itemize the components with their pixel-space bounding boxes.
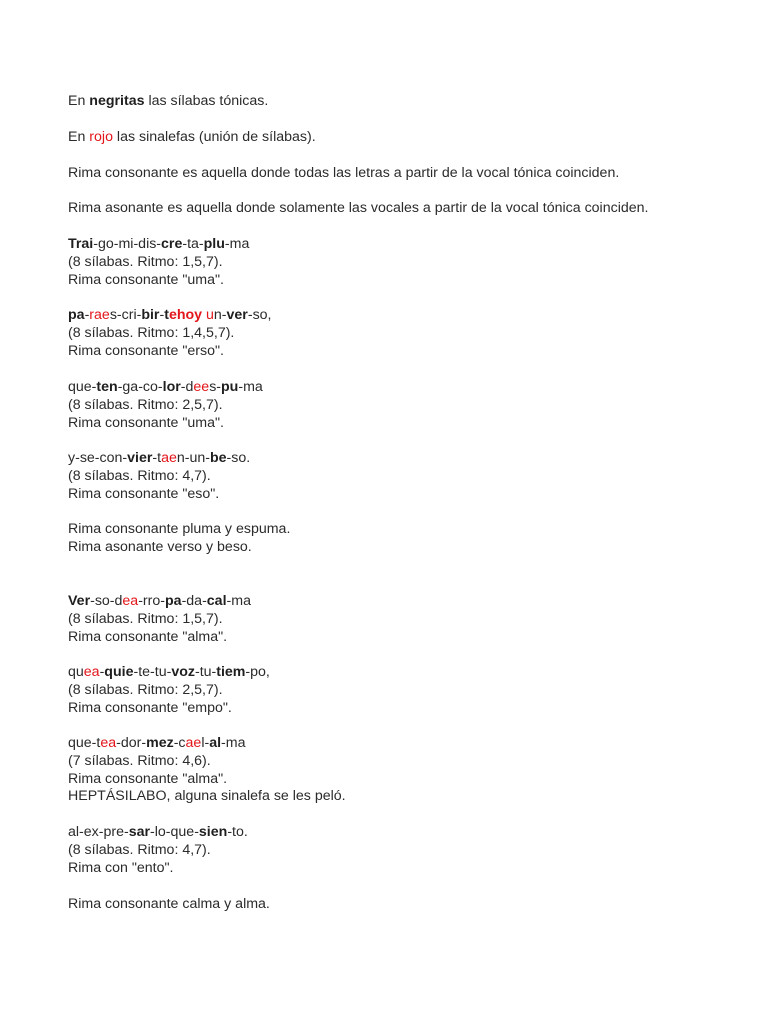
text-line <box>68 468 250 486</box>
text-segment: (8 sílabas. Ritmo: 2,5,7). <box>68 681 223 698</box>
text-line <box>68 842 248 860</box>
text-line <box>68 664 270 682</box>
text-segment: -d <box>180 379 194 395</box>
text-segment: -ma <box>221 735 246 751</box>
sinalefa-text: ea <box>122 593 139 609</box>
text-segment: -so-d <box>90 593 123 609</box>
assonant-rhyme-definition <box>68 200 648 218</box>
legend-bold-paragraph <box>68 93 268 111</box>
text-segment: (8 sílabas. Ritmo: 1,5,7). <box>68 253 223 270</box>
text-line <box>68 824 248 842</box>
text-segment: -so. <box>226 450 251 466</box>
verse-7-block <box>68 735 346 806</box>
text-segment: Rima consonante "uma". <box>68 271 224 288</box>
text-segment: Rima consonante "erso". <box>68 342 224 359</box>
text-segment: -te-tu- <box>133 664 172 680</box>
text-segment: s-cri- <box>109 307 142 323</box>
verse-5-block <box>68 593 251 646</box>
text-segment: Rima consonante "empo". <box>68 699 232 716</box>
stressed-syllable-text: vier <box>127 450 153 466</box>
stressed-syllable-text: negritas <box>89 93 145 109</box>
text-line <box>68 735 346 753</box>
text-segment: (8 sílabas. Ritmo: 4,7). <box>68 467 211 484</box>
stressed-syllable-text: mez <box>146 735 174 751</box>
stressed-syllable-text: pa <box>68 307 85 323</box>
text-line <box>68 379 263 397</box>
text-line <box>68 415 263 433</box>
stressed-syllable-text: pu <box>221 379 239 395</box>
text-segment: -c <box>173 735 186 751</box>
text-segment: -ma <box>224 236 250 252</box>
stressed-syllable-text: sar <box>128 824 151 840</box>
text-segment: Rima consonante "uma". <box>68 414 224 431</box>
text-line <box>68 272 249 290</box>
text-line <box>68 450 250 468</box>
text-segment: Rima consonante calma y alma. <box>68 896 270 912</box>
sinalefa-text: u <box>206 307 214 323</box>
text-segment: - <box>159 307 165 323</box>
text-segment: HEPTÁSILABO, alguna sinalefa se les peló. <box>68 788 346 805</box>
text-segment: que- <box>68 379 97 395</box>
text-segment: En <box>68 129 90 145</box>
verse-6-block <box>68 664 270 717</box>
text-line <box>68 93 268 111</box>
text-segment: Rima consonante es aquella donde todas las letras a partir de la vocal tónica coinciden. <box>68 165 620 181</box>
summary-2-block <box>68 896 270 914</box>
verse-1-block <box>68 236 249 289</box>
text-segment: - <box>84 307 90 323</box>
text-segment: -ta- <box>182 236 204 252</box>
sinalefa-text: ea <box>83 664 100 680</box>
text-line <box>68 129 316 147</box>
text-line <box>68 611 251 629</box>
text-line <box>68 593 251 611</box>
text-line <box>68 165 619 183</box>
text-segment: Rima asonante verso y beso. <box>68 538 252 555</box>
stressed-syllable-text: cre <box>161 236 183 252</box>
stressed-syllable-text: lor <box>162 379 181 395</box>
stressed-syllable-text: ver <box>226 307 248 323</box>
text-segment: -ma <box>226 593 251 609</box>
text-segment: Rima con "ento". <box>68 859 174 876</box>
text-segment: Rima consonante "eso". <box>68 485 220 502</box>
sinalefa-text: rojo <box>89 129 113 145</box>
sinalefa-text: ae <box>185 735 202 751</box>
text-segment: -ma <box>238 379 263 395</box>
stressed-syllable-text: quie <box>104 664 134 680</box>
text-segment: las sílabas tónicas. <box>144 93 269 109</box>
text-segment: -da- <box>181 593 207 609</box>
text-segment: -rro- <box>138 593 165 609</box>
stressed-syllable-text: tiem <box>216 664 246 680</box>
stressed-syllable-text: cal <box>206 593 227 609</box>
text-segment: las sinalefas (unión de sílabas). <box>112 129 316 145</box>
text-segment: qu <box>68 664 84 680</box>
consonant-rhyme-definition <box>68 165 619 183</box>
text-segment: que-t <box>68 735 101 751</box>
text-line <box>68 860 248 878</box>
text-line <box>68 753 346 771</box>
stressed-syllable-text: pa <box>165 593 182 609</box>
verse-8-block <box>68 824 248 877</box>
text-segment: -to. <box>227 824 248 840</box>
text-line <box>68 700 270 718</box>
text-segment: (8 sílabas. Ritmo: 2,5,7). <box>68 396 223 413</box>
text-segment: -po, <box>245 664 270 680</box>
text-segment: -go-mi-dis- <box>93 236 162 252</box>
text-segment: y-se-con- <box>68 450 128 466</box>
text-segment: -lo-que- <box>150 824 199 840</box>
stressed-syllable-text: voz <box>171 664 195 680</box>
text-segment: l- <box>201 735 210 751</box>
text-line <box>68 254 249 272</box>
text-segment: (8 sílabas. Ritmo: 4,7). <box>68 841 211 858</box>
text-line <box>68 629 251 647</box>
verse-3-block <box>68 379 263 432</box>
stressed-syllable-text: plu <box>203 236 225 252</box>
text-line <box>68 397 263 415</box>
stressed-syllable-text: t <box>164 307 169 323</box>
text-segment: -ga-co- <box>117 379 163 395</box>
stressed-syllable-text: al <box>209 735 222 751</box>
text-segment: -so, <box>247 307 272 323</box>
text-segment: -tu- <box>194 664 217 680</box>
text-segment: Rima consonante "alma". <box>68 628 228 645</box>
text-line <box>68 486 250 504</box>
text-line <box>68 788 346 806</box>
sinalefa-text: ae <box>161 450 177 466</box>
text-line <box>68 325 272 343</box>
text-line <box>68 682 270 700</box>
text-segment: En <box>68 93 90 109</box>
text-segment: Rima consonante "alma". <box>68 770 228 787</box>
text-segment: n- <box>213 307 227 323</box>
summary-1-block <box>68 521 290 557</box>
text-line <box>68 539 290 557</box>
text-line <box>68 307 272 325</box>
text-line <box>68 200 648 218</box>
sinalefa-text: ee <box>193 379 210 395</box>
text-segment: -dor- <box>116 735 147 751</box>
text-line <box>68 896 270 914</box>
text-segment: (8 sílabas. Ritmo: 1,4,5,7). <box>68 324 235 341</box>
text-line <box>68 771 346 789</box>
text-segment: -t <box>152 450 162 466</box>
stressed-syllable-text: Ver <box>68 593 91 609</box>
text-segment: (8 sílabas. Ritmo: 1,5,7). <box>68 610 223 627</box>
sinalefa-text: rae <box>89 307 110 323</box>
text-line <box>68 236 249 254</box>
text-segment: Rima consonante pluma y espuma. <box>68 521 291 537</box>
sinalefa-text: ea <box>100 735 117 751</box>
text-segment: al-ex-pre- <box>68 824 129 840</box>
verse-4-block <box>68 450 250 503</box>
text-segment: n-un- <box>176 450 210 466</box>
text-segment: s- <box>209 379 222 395</box>
text-segment: - <box>99 664 105 680</box>
stressed-syllable-text: sien <box>198 824 228 840</box>
text-line <box>68 343 272 361</box>
stressed-syllable-text: be <box>209 450 227 466</box>
stressed-syllable-text: ten <box>96 379 118 395</box>
legend-red-paragraph <box>68 129 316 147</box>
stressed-sinalefa-text: ehoy <box>168 307 203 323</box>
text-segment: (7 sílabas. Ritmo: 4,6). <box>68 752 211 769</box>
stressed-syllable-text: bir <box>141 307 160 323</box>
verse-2-block <box>68 307 272 360</box>
text-line <box>68 521 290 539</box>
stressed-syllable-text: Trai <box>68 236 94 252</box>
text-segment: Rima asonante es aquella donde solamente las vocales a partir de la vocal tónica coinciden. <box>68 200 649 216</box>
